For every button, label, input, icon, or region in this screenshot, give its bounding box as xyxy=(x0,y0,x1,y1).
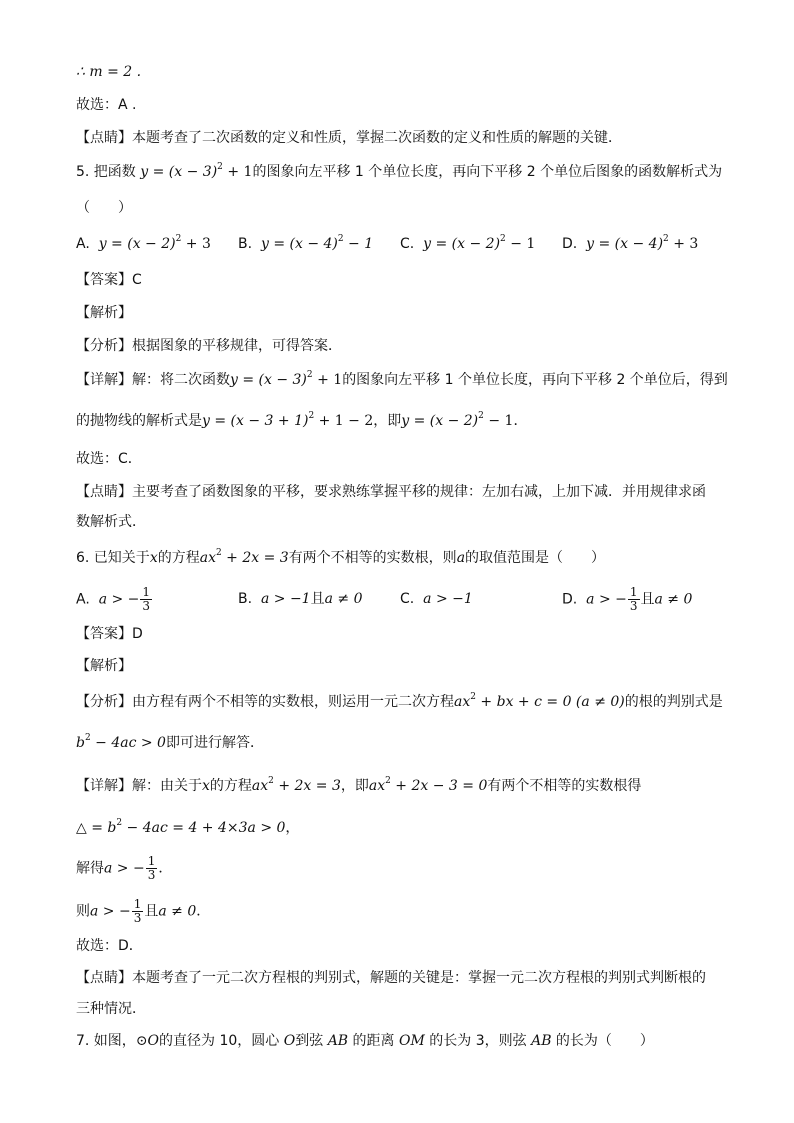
fraction-one-third: $\frac{1}{3}$ xyxy=(147,854,156,882)
q6-option-b: B. a > −1且a ≠ 0 xyxy=(238,591,363,607)
q5-option-d: D. $y = (x - 4)^2 + 3$ xyxy=(562,234,699,252)
q7-stem: 7. 如图，⊙O的直径为 10，圆心 O到弦 AB 的距离 OM 的长为 3，则弦 AB 的长为（ ） xyxy=(76,1033,654,1049)
q5-option-a: A. $y = (x - 2)^2 + 3$ xyxy=(76,234,211,252)
q5-choose: 故选：C． xyxy=(76,451,142,467)
q5-answer: 【答案】C xyxy=(76,272,142,288)
fraction-one-third: $\frac{1}{3}$ xyxy=(142,585,151,613)
q6-option-d: D. a > − $\frac{1}{3}$ 且a ≠ 0 xyxy=(562,585,693,613)
dianjing-q4: 【点睛】本题考查了二次函数的定义和性质，掌握二次函数的定义和性质的解题的关键． xyxy=(76,130,622,146)
q5-fenxi: 【分析】根据图象的平移规律，可得答案． xyxy=(76,338,342,354)
q6-choose: 故选：D． xyxy=(76,938,143,954)
q6-answer: 【答案】D xyxy=(76,626,143,642)
q6-option-a: A. a > − $\frac{1}{3}$ xyxy=(76,585,151,613)
choice-a-line: 故选：A . xyxy=(76,97,137,113)
q6-xiangjie-1: 【详解】解：由关于x的方程$ax^2 + 2x = 3$，即$ax^2 + 2x - 3 = 0$有两个不相等的实数根得 xyxy=(76,776,642,794)
q5-dianjing-1: 【点睛】主要考查了函数图象的平移，要求熟练掌握平移的规律：左加右减，上加下减．并用规律求函 xyxy=(76,484,706,500)
q6-dianjing-2: 三种情况． xyxy=(76,1001,146,1017)
q5-stem: 5. 把函数 $y = (x - 3)^2 + 1$的图象向左平移 1 个单位长度，再向下平移 2 个单位后图象的函数解析式为 xyxy=(76,162,723,180)
q6-fenxi-1: 【分析】由方程有两个不相等的实数根，则运用一元二次方程$ax^2$ + bx + c = 0 (a ≠ 0)的根的判别式是 xyxy=(76,692,723,710)
q5-paren: （ ） xyxy=(76,200,132,216)
fraction-one-third: $\frac{1}{3}$ xyxy=(133,897,142,925)
q6-stem: 6. 已知关于x的方程$ax^2 + 2x = 3$有两个不相等的实数根，则a的取值范围是（ ） xyxy=(76,548,606,566)
q5-dianjing-2: 数解析式． xyxy=(76,514,146,530)
q6-analysis-heading: 【解析】 xyxy=(76,658,132,674)
q6-conclusion: 则a > − $\frac{1}{3}$ 且a ≠ 0． xyxy=(76,897,211,925)
conclusion-m: ∴ m = 2 . xyxy=(76,64,142,80)
q6-dianjing-1: 【点睛】本题考查了一元二次方程根的判别式，解题的关键是：掌握一元二次方程根的判别式判断根的 xyxy=(76,970,706,986)
q6-option-c: C. a > −1 xyxy=(400,591,473,607)
q5-xiangjie-1: 【详解】解：将二次函数$y = (x - 3)^2 + 1$的图象向左平移 1 个单位长度，再向下平移 2 个单位后，得到 xyxy=(76,370,728,388)
q5-analysis-heading: 【解析】 xyxy=(76,305,132,321)
q6-discriminant: △ = $b^2 - 4ac = 4 + 4\times 3a > 0$， xyxy=(76,818,300,836)
q5-option-c: C. $y = (x - 2)^2 - 1$ xyxy=(400,234,536,252)
q5-xiangjie-2: 的抛物线的解析式是$y = (x - 3 + 1)^2 + 1 - 2$，即$y = (x - 2)^2 - 1$． xyxy=(76,411,528,429)
q5-option-b: B. $y = (x - 4)^2 - 1$ xyxy=(238,234,374,252)
q6-solve: 解得a > − $\frac{1}{3}$ ． xyxy=(76,854,173,882)
fraction-one-third: $\frac{1}{3}$ xyxy=(629,585,638,613)
q6-fenxi-2: $b^2 - 4ac > 0$即可进行解答． xyxy=(76,733,264,751)
